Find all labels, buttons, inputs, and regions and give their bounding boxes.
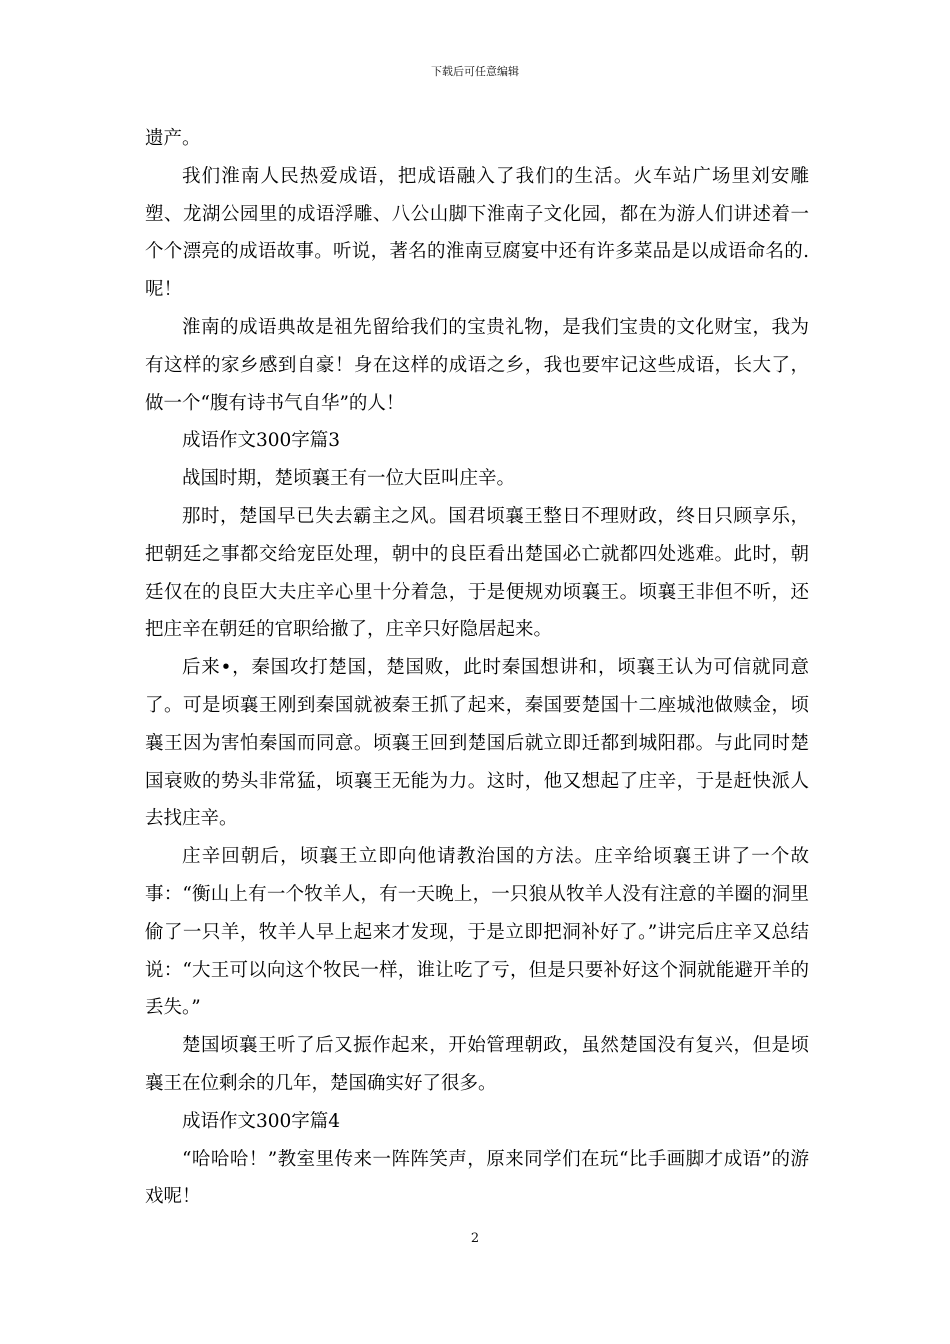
paragraph: 战国时期，楚顷襄王有一位大臣叫庄辛。 (182, 468, 516, 490)
paragraph: 遗产。 (145, 128, 201, 149)
paragraph: “哈哈哈！”教室里传来一阵阵笑声，原来同学们在玩“比手画脚才成语”的游戏呢！ (145, 1148, 809, 1208)
section-heading: 成语作文300字篇4 (182, 1110, 341, 1132)
paragraph: 后来•，秦国攻打楚国，楚国败，此时秦国想讲和，顷襄王认为可信就同意了。可是顷襄王刚到秦国就被秦王抓了起来，秦国要楚国十二座城池做赎金，顷襄王因为害怕秦国而同意。顷襄王回到楚国后就立即迁都到城阳郡。与此同时楚国衰败的势头非常猛，顷襄王无能为力。这时，他又想起了庄辛，于是赶快派人去找庄辛。 (145, 657, 809, 830)
section-heading: 成语作文300字篇3 (182, 430, 341, 452)
paragraph: 淮南的成语典故是祖先留给我们的宝贵礼物，是我们宝贵的文化财宝，我为有这样的家乡感到自豪！身在这样的成语之乡，我也要牢记这些成语，长大了，做一个“腹有诗书气自华”的人！ (145, 316, 809, 414)
paragraph: 庄辛回朝后，顷襄王立即向他请教治国的方法。庄辛给顷襄王讲了一个故事：“衡山上有一个牧羊人，有一天晚上，一只狼从牧羊人没有注意的羊圈的洞里偷了一只羊，牧羊人早上起来才发现，于是立即把洞补好了。”讲完后庄辛又总结说：“大王可以向这个牧民一样，谁让吃了亏，但是只要补好这个洞就能避开羊的丢失。” (145, 846, 809, 1019)
paragraph: 那时，楚国早已失去霸主之风。国君顷襄王整日不理财政，终日只顾享乐，把朝廷之事都交给宠臣处理，朝中的良臣看出楚国必亡就都四处逃难。此时，朝廷仅在的良臣大夫庄辛心里十分着急，于是便规劝顷襄王。顷襄王非但不听，还把庄辛在朝廷的官职给撤了，庄辛只好隐居起来。 (145, 505, 809, 641)
paragraph: 我们淮南人民热爱成语，把成语融入了我们的生活。火车站广场里刘安雕塑、龙湖公园里的成语浮雕、八公山脚下淮南子文化园，都在为游人们讲述着一个个漂亮的成语故事。听说，著名的淮南豆腐宴中还有许多菜品是以成语命名的.呢！ (145, 165, 809, 301)
paragraph: 楚国顷襄王听了后又振作起来，开始管理朝政，虽然楚国没有复兴，但是顷襄王在位剩余的几年，楚国确实好了很多。 (145, 1035, 809, 1094)
page-header-note: 下载后可任意编辑 (431, 65, 519, 78)
page-number: 2 (470, 1231, 480, 1246)
document-body (145, 120, 809, 1216)
